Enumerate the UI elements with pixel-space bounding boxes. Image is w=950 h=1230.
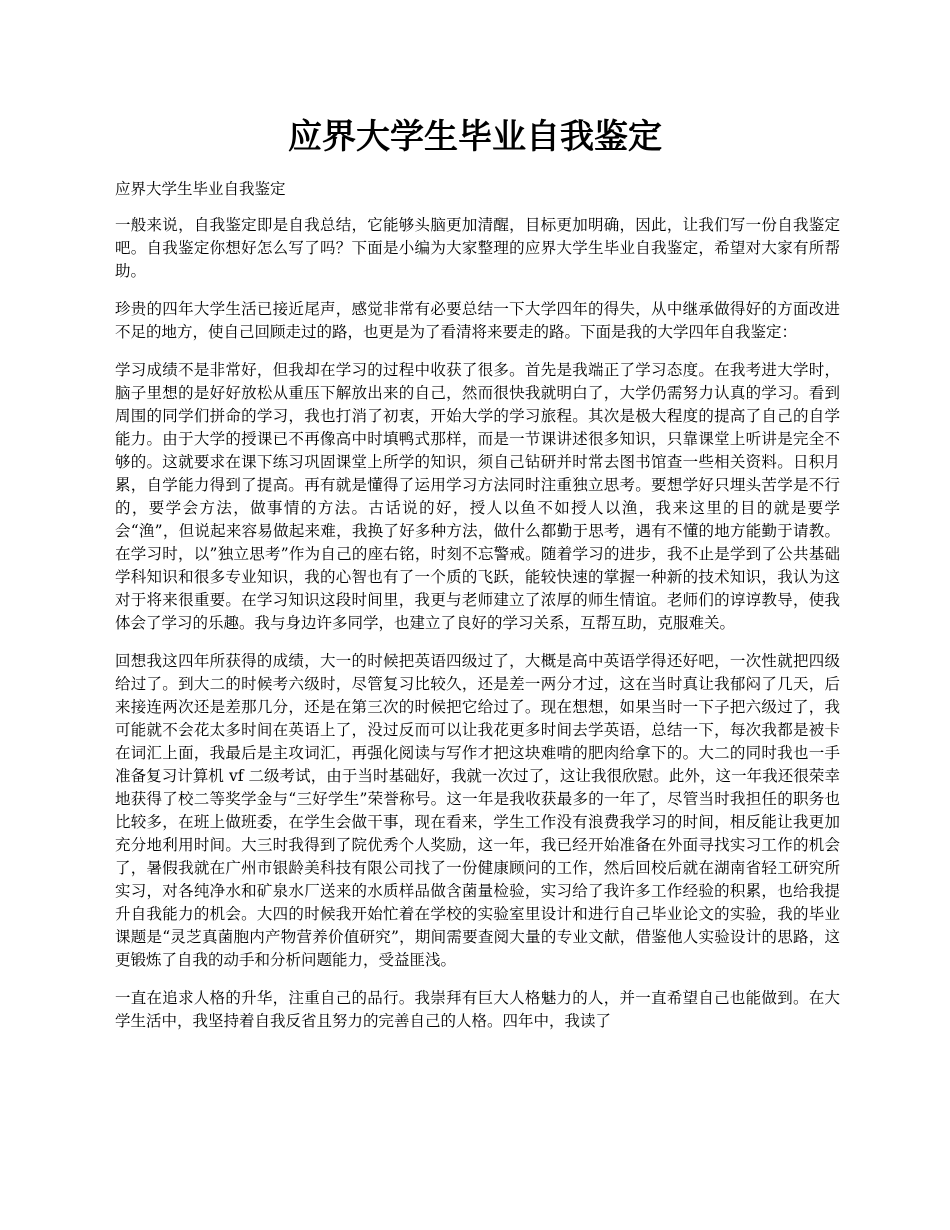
- paragraph-achievements: 回想我这四年所获得的成绩，大一的时候把英语四级过了，大概是高中英语学得还好吧，一次性就把四级给过了。到大二的时候考六级时，尽管复习比较久，还是差一两分才过，这在当时真让我郁闷了几天，后来接连两次还是差那几分，还是在第三次的时候把它给过了。现在想想，如果当时一下子把六级过了，我可能就不会花太多时间在英语上了，没过反而可以让我花更多时间去学英语，总结一下，每次我都是被卡在词汇上面，我最后是主攻词汇，再强化阅读与写作才把这块难啃的肥肉给拿下的。大二的同时我也一手准备复习计算机 vf 二级考试，由于当时基础好，我就一次过了，这让我很欣慰。此外，这一年我还很荣幸地获得了校二等奖学金与“三好学生”荣誉称号。这一年是我收获最多的一年了，尽管当时我担任的职务也比较多，在班上做班委，在学生会做干事，现在看来，学生工作没有浪费我学习的时间，相反能让我更加充分地利用时间。大三时我得到了院优秀个人奖励，这一年，我已经开始准备在外面寻找实习工作的机会了，暑假我就在广州市银龄美科技有限公司找了一份健康顾问的工作，然后回校后就在湖南省轻工研究所实习，对各纯净水和矿泉水厂送来的水质样品做含菌量检验，实习给了我许多工作经验的积累，也给我提升自我能力的机会。大四的时候我开始忙着在学校的实验室里设计和进行自己毕业论文的实验，我的毕业课题是“灵芝真菌胞内产物营养价值研究”，期间需要查阅大量的专业文献，借鉴他人实验设计的思路，这更锻炼了自我的动手和分析问题能力，受益匪浅。: [115, 652, 840, 969]
- document-title: 应界大学生毕业自我鉴定: [288, 117, 662, 157]
- paragraph-study: 学习成绩不是非常好，但我却在学习的过程中收获了很多。首先是我端正了学习态度。在我考进大学时，脑子里想的是好好放松从重压下解放出来的自己，然而很快我就明白了，大学仍需努力认真的学习。看到周围的同学们拼命的学习，我也打消了初衷，开始大学的学习旅程。其次是极大程度的提高了自己的自学能力。由于大学的授课已不再像高中时填鸭式那样，而是一节课讲述很多知识，只靠课堂上听讲是完全不够的。这就要求在课下练习巩固课堂上所学的知识，须自己钻研并时常去图书馆查一些相关资料。日积月累，自学能力得到了提高。再有就是懂得了运用学习方法同时注重独立思考。要想学好只埋头苦学是不行的，要学会方法，做事情的方法。古话说的好，授人以鱼不如授人以渔，我来这里的目的就是要学会“渔”，但说起来容易做起来难，我换了好多种方法，做什么都勤于思考，遇有不懂的地方能勤于请教。在学习时，以”独立思考”作为自己的座右铭，时刻不忘警戒。随着学习的进步，我不止是学到了公共基础学科知识和很多专业知识，我的心智也有了一个质的飞跃，能较快速的掌握一种新的技术知识，我认为这对于将来很重要。在学习知识这段时间里，我更与老师建立了浓厚的师生情谊。老师们的谆谆教导，使我体会了学习的乐趣。我与身边许多同学，也建立了良好的学习关系，互帮互助，克服难关。: [115, 361, 840, 632]
- document-body: [115, 178, 840, 1048]
- paragraph-character: 一直在追求人格的升华，注重自己的品行。我崇拜有巨大人格魅力的人，并一直希望自己也能做到。在大学生活中，我坚持着自我反省且努力的完善自己的人格。四年中，我读了: [115, 989, 840, 1030]
- paragraph-overview: 珍贵的四年大学生活已接近尾声，感觉非常有必要总结一下大学四年的得失，从中继承做得好的方面改进不足的地方，使自己回顾走过的路，也更是为了看清将来要走的路。下面是我的大学四年自我鉴定：: [115, 300, 840, 341]
- paragraph-intro: 一般来说，自我鉴定即是自我总结，它能够头脑更加清醒，目标更加明确，因此，让我们写一份自我鉴定吧。自我鉴定你想好怎么写了吗？下面是小编为大家整理的应界大学生毕业自我鉴定，希望对大家有所帮助。: [115, 216, 840, 280]
- document-subtitle: 应界大学生毕业自我鉴定: [115, 180, 286, 198]
